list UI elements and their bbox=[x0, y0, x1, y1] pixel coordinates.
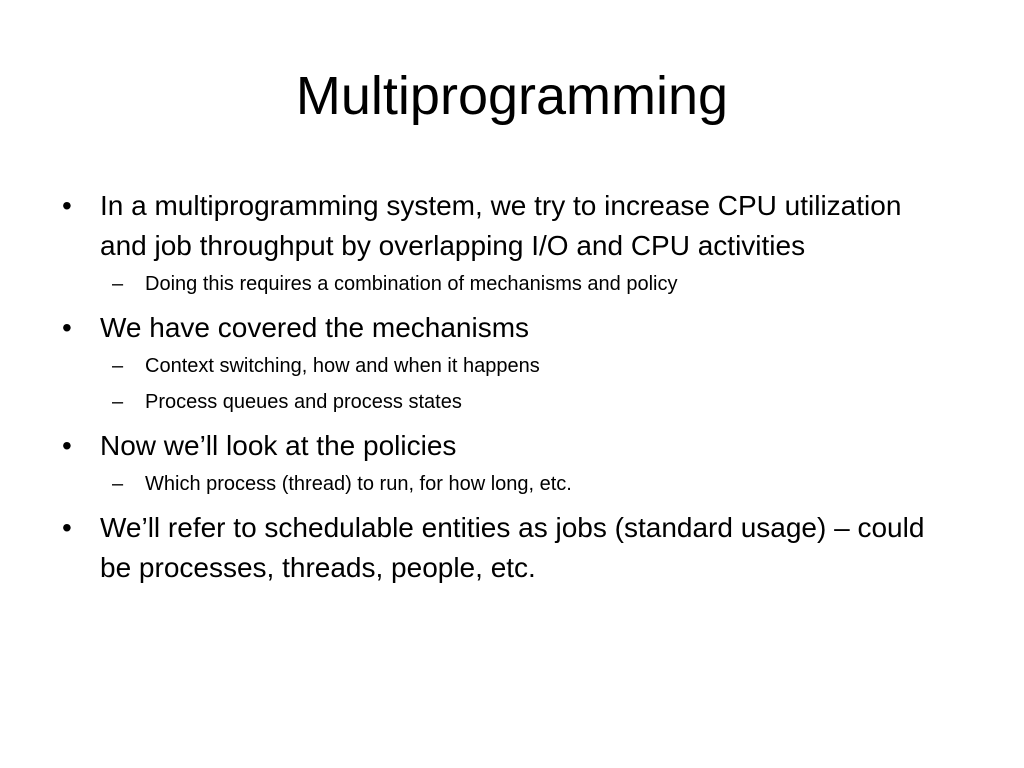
bullet-text: In a multiprogramming system, we try to increase CPU utilization and job throughput by overlapping I/O and CPU activities bbox=[100, 190, 902, 261]
bullet-item bbox=[62, 186, 952, 266]
bullet-icon: • bbox=[62, 512, 72, 543]
sub-bullet-item bbox=[62, 266, 952, 302]
bullet-text: Now we’ll look at the policies bbox=[100, 430, 457, 461]
bullet-item bbox=[62, 426, 952, 466]
sub-bullet-item bbox=[62, 384, 952, 420]
bullet-icon: • bbox=[62, 190, 72, 221]
bullet-text: We’ll refer to schedulable entities as jobs (standard usage) – could be processes, threads, people, etc. bbox=[100, 512, 925, 583]
bullet-icon: • bbox=[62, 430, 72, 461]
sub-bullet-text: Process queues and process states bbox=[145, 391, 462, 413]
sub-bullet-item bbox=[62, 466, 952, 502]
slide-title: Multiprogramming bbox=[295, 66, 729, 126]
bullet-item bbox=[62, 508, 952, 588]
dash-icon: – bbox=[112, 391, 124, 413]
bullet-item bbox=[62, 308, 952, 348]
slide-body bbox=[62, 186, 952, 588]
dash-icon: – bbox=[112, 355, 124, 377]
sub-bullet-item bbox=[62, 348, 952, 384]
sub-bullet-text: Which process (thread) to run, for how long, etc. bbox=[145, 473, 572, 495]
sub-bullet-text: Context switching, how and when it happens bbox=[145, 355, 540, 377]
bullet-icon: • bbox=[62, 312, 72, 343]
dash-icon: – bbox=[112, 273, 124, 295]
dash-icon: – bbox=[112, 473, 124, 495]
sub-bullet-text: Doing this requires a combination of mechanisms and policy bbox=[145, 273, 678, 295]
bullet-text: We have covered the mechanisms bbox=[100, 312, 530, 343]
